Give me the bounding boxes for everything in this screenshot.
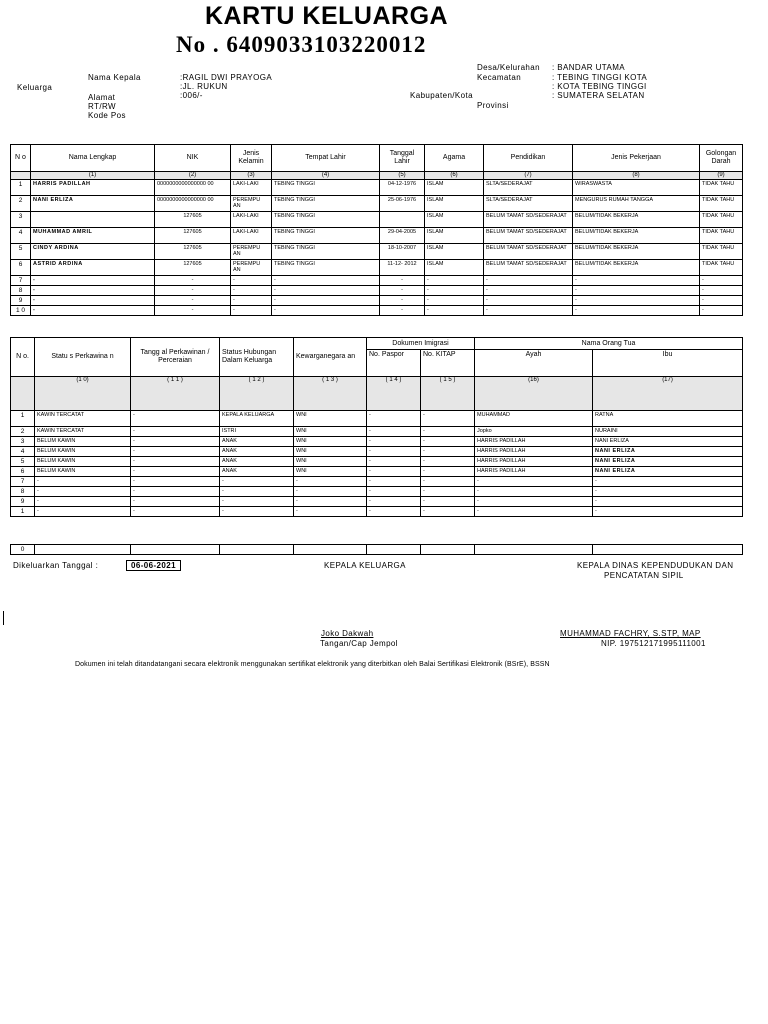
signer-caption: Tangan/Cap Jempol <box>320 639 398 648</box>
t2-cell-no: 1 <box>11 507 35 517</box>
t2-cell-paspor: - <box>367 507 421 517</box>
t1-cell-tempat-lahir: - <box>272 276 380 286</box>
table-row <box>11 212 743 228</box>
rtrw-value: :006/- <box>180 91 203 100</box>
t2-cell-hubungan: - <box>220 477 294 487</box>
t1-cell-nama-lengkap: - <box>31 276 155 286</box>
signer-name: Joko Dakwah <box>321 629 374 638</box>
t2-cell-kitap: - <box>421 457 475 467</box>
t1-cell-tempat-lahir: TEBING TINGGI <box>272 244 380 260</box>
t2-cell-kitap: - <box>421 427 475 437</box>
t1-cell-agama: ISLAM <box>425 180 484 196</box>
t1-cell-nama-lengkap: MUHAMMAD AMRIL <box>31 228 155 244</box>
t2-cell-ibu: NANI ERLIZA <box>593 467 743 477</box>
t2-cell-ayah: HARRIS PADILLAH <box>475 437 593 447</box>
t2-header-kewarganegaraan: Kewarganegara an <box>294 338 367 377</box>
t2-cell-kewarganegaraan: - <box>294 497 367 507</box>
t2-num-kewarganegaraan: ( 1 3 ) <box>294 377 367 411</box>
t1-colnum-tempat-lahir: (4) <box>272 172 380 180</box>
t2-cell-tanggal-perkawinan: - <box>131 497 220 507</box>
t2-extra-cell <box>35 545 131 555</box>
t1-cell-tanggal-lahir: - <box>380 286 425 296</box>
t1-cell-jenis-pekerjaan: - <box>573 296 700 306</box>
t2-header-ayah: Ayah <box>475 350 593 377</box>
t1-cell-tempat-lahir: TEBING TINGGI <box>272 212 380 228</box>
t2-cell-kitap: - <box>421 497 475 507</box>
t1-cell-tanggal-lahir: 29-04-2005 <box>380 228 425 244</box>
t1-colnum-nik: (2) <box>155 172 231 180</box>
t2-cell-kitap: - <box>421 437 475 447</box>
t2-cell-ibu: - <box>593 487 743 497</box>
kecamatan-value: : TEBING TINGGI KOTA <box>552 73 648 82</box>
table-row <box>11 467 743 477</box>
t1-cell-jenis-kelamin: - <box>231 306 272 316</box>
t1-cell-jenis-pekerjaan: BELUM/TIDAK BEKERJA <box>573 260 700 276</box>
t2-cell-kewarganegaraan: WNI <box>294 427 367 437</box>
t1-cell-tempat-lahir: TEBING TINGGI <box>272 260 380 276</box>
t2-extra-cell <box>131 545 220 555</box>
t2-cell-paspor: - <box>367 427 421 437</box>
t1-colnum-golongan-darah: (9) <box>700 172 743 180</box>
table-row <box>11 437 743 447</box>
t2-cell-ibu: RATNA <box>593 411 743 427</box>
t1-colnum-agama: (6) <box>425 172 484 180</box>
t1-cell-golongan-darah: TIDAK TAHU <box>700 196 743 212</box>
t2-cell-status-perkawinan: - <box>35 497 131 507</box>
t1-cell-jenis-pekerjaan: - <box>573 286 700 296</box>
t2-header-ibu: Ibu <box>593 350 743 377</box>
family-members-table <box>10 144 743 316</box>
t1-cell-jenis-pekerjaan: - <box>573 276 700 286</box>
table-row <box>11 507 743 517</box>
table-row <box>11 477 743 487</box>
kabupaten-value: : KOTA TEBING TINGGI <box>552 82 647 91</box>
table-row <box>11 427 743 437</box>
t2-cell-hubungan: ANAK <box>220 467 294 477</box>
document-title: KARTU KELUARGA <box>205 2 449 30</box>
t2-cell-hubungan: ANAK <box>220 457 294 467</box>
t2-cell-tanggal-perkawinan: - <box>131 411 220 427</box>
t1-cell-agama: ISLAM <box>425 212 484 228</box>
t1-cell-nik: - <box>155 286 231 296</box>
t1-cell-tanggal-lahir: 04-12-1976 <box>380 180 425 196</box>
t1-cell-nik: - <box>155 296 231 306</box>
t1-cell-nama-lengkap: ASTRID ARDINA <box>31 260 155 276</box>
t1-cell-tempat-lahir: - <box>272 306 380 316</box>
t1-cell-pendidikan: - <box>484 286 573 296</box>
t1-cell-jenis-pekerjaan: MENGURUS RUMAH TANGGA <box>573 196 700 212</box>
t2-cell-no: 5 <box>11 457 35 467</box>
t2-cell-ayah: MUHAMMAD <box>475 411 593 427</box>
nama-kepala-label: Nama Kepala <box>88 73 141 82</box>
dikeluarkan-label: Dikeluarkan Tanggal : <box>13 561 99 570</box>
t1-cell-no: 6 <box>11 260 31 276</box>
t1-header-tanggal-lahir: Tanggal Lahir <box>380 145 425 172</box>
table-row <box>11 411 743 427</box>
table-row <box>11 487 743 497</box>
t2-extra-cell <box>421 545 475 555</box>
t1-cell-agama: ISLAM <box>425 196 484 212</box>
table-row <box>11 286 743 296</box>
t2-cell-kitap: - <box>421 467 475 477</box>
t2-header-status-perkawinan: Statu s Perkawina n <box>35 338 131 377</box>
t2-cell-ayah: HARRIS PADILLAH <box>475 467 593 477</box>
t2-cell-paspor: - <box>367 447 421 457</box>
t1-cell-tempat-lahir: - <box>272 286 380 296</box>
t1-cell-jenis-pekerjaan: - <box>573 306 700 316</box>
nama-kepala-value: :RAGIL DWI PRAYOGA <box>180 73 273 82</box>
t2-cell-status-perkawinan: BELUM KAWIN <box>35 457 131 467</box>
t2-cell-kewarganegaraan: - <box>294 507 367 517</box>
t2-cell-no: 1 <box>11 411 35 427</box>
t1-cell-no: 4 <box>11 228 31 244</box>
t1-cell-nik: 127605 <box>155 244 231 260</box>
t2-extra-cell <box>593 545 743 555</box>
t2-cell-tanggal-perkawinan: - <box>131 437 220 447</box>
t2-cell-paspor: - <box>367 411 421 427</box>
t2-extra-cell <box>294 545 367 555</box>
t2-cell-ibu: NANI ERLIZA <box>593 447 743 457</box>
t1-cell-nik: 0000000000000000 00 <box>155 180 231 196</box>
t1-colnum-tanggal-lahir: (5) <box>380 172 425 180</box>
alamat-value: :JL. RUKUN <box>180 82 228 91</box>
t1-colnum-no <box>11 172 31 180</box>
t2-cell-paspor: - <box>367 487 421 497</box>
t1-cell-jenis-kelamin: - <box>231 276 272 286</box>
t1-cell-golongan-darah: TIDAK TAHU <box>700 228 743 244</box>
t1-cell-pendidikan: - <box>484 306 573 316</box>
t1-cell-nama-lengkap: - <box>31 306 155 316</box>
t2-cell-status-perkawinan: KAWIN TERCATAT <box>35 427 131 437</box>
t1-cell-tempat-lahir: - <box>272 296 380 306</box>
t2-extra-row-no: 0 <box>11 545 35 555</box>
t2-cell-ayah: - <box>475 507 593 517</box>
t2-cell-no: 8 <box>11 487 35 497</box>
t1-header-nik: NIK <box>155 145 231 172</box>
t1-cell-jenis-kelamin: LAKI-LAKI <box>231 212 272 228</box>
t2-cell-kewarganegaraan: WNI <box>294 467 367 477</box>
t2-cell-no: 4 <box>11 447 35 457</box>
table-row <box>11 180 743 196</box>
t2-extra-cell <box>367 545 421 555</box>
t1-cell-tanggal-lahir: 25-06-1976 <box>380 196 425 212</box>
desa-label: Desa/Kelurahan <box>477 63 540 72</box>
t2-num-ibu: (17) <box>593 377 743 411</box>
kabupaten-label: Kabupaten/Kota <box>410 91 473 100</box>
t2-cell-ibu: NANI ERLIZA <box>593 457 743 467</box>
t2-cell-status-perkawinan: BELUM KAWIN <box>35 467 131 477</box>
t2-cell-ibu: NANI ERLIZA <box>593 437 743 447</box>
t1-header-no: N o <box>11 145 31 172</box>
t1-cell-tanggal-lahir: - <box>380 276 425 286</box>
t1-cell-nik: - <box>155 306 231 316</box>
t1-cell-jenis-pekerjaan: BELUM/TIDAK BEKERJA <box>573 212 700 228</box>
t2-cell-hubungan: - <box>220 507 294 517</box>
t1-cell-nik: 0000000000000000 00 <box>155 196 231 212</box>
t1-cell-golongan-darah: TIDAK TAHU <box>700 180 743 196</box>
t1-cell-golongan-darah: - <box>700 306 743 316</box>
t1-cell-nama-lengkap: NANI ERLIZA <box>31 196 155 212</box>
t2-cell-tanggal-perkawinan: - <box>131 447 220 457</box>
t1-header-pendidikan: Pendidikan <box>484 145 573 172</box>
t2-header-no: N o. <box>11 338 35 377</box>
kepala-dinas-line2: PENCATATAN SIPIL <box>604 571 684 580</box>
t1-cell-tanggal-lahir: - <box>380 296 425 306</box>
table-row <box>11 457 743 467</box>
t2-cell-no: 2 <box>11 427 35 437</box>
t2-cell-tanggal-perkawinan: - <box>131 467 220 477</box>
t1-header-golongan-darah: Golongan Darah <box>700 145 743 172</box>
t2-num-kitap: ( 1 5 ) <box>421 377 475 411</box>
t1-cell-no: 1 0 <box>11 306 31 316</box>
t2-cell-kewarganegaraan: - <box>294 487 367 497</box>
t2-cell-status-perkawinan: BELUM KAWIN <box>35 437 131 447</box>
t1-cell-jenis-pekerjaan: WIRASWASTA <box>573 180 700 196</box>
t2-cell-kitap: - <box>421 477 475 487</box>
t1-cell-golongan-darah: - <box>700 276 743 286</box>
t1-cell-jenis-pekerjaan: BELUM/TIDAK BEKERJA <box>573 244 700 260</box>
t1-cell-jenis-pekerjaan: BELUM/TIDAK BEKERJA <box>573 228 700 244</box>
t1-cell-golongan-darah: TIDAK TAHU <box>700 260 743 276</box>
t2-cell-kewarganegaraan: WNI <box>294 437 367 447</box>
t1-cell-pendidikan: BELUM TAMAT SD/SEDERAJAT <box>484 212 573 228</box>
t1-cell-nama-lengkap: - <box>31 296 155 306</box>
kecamatan-label: Kecamatan <box>477 73 522 82</box>
t2-cell-hubungan: - <box>220 487 294 497</box>
kepala-keluarga-label: KEPALA KELUARGA <box>324 561 406 570</box>
t1-header-nama-lengkap: Nama Lengkap <box>31 145 155 172</box>
t1-cell-pendidikan: - <box>484 276 573 286</box>
t2-cell-kewarganegaraan: WNI <box>294 411 367 427</box>
margin-mark <box>3 611 4 625</box>
table-row <box>11 196 743 212</box>
t2-num-paspor: ( 1 4 ) <box>367 377 421 411</box>
t2-cell-kewarganegaraan: WNI <box>294 447 367 457</box>
kepala-dinas-line1: KEPALA DINAS KEPENDUDUKAN DAN <box>577 561 734 570</box>
t2-cell-ayah: - <box>475 487 593 497</box>
t2-cell-ibu: - <box>593 507 743 517</box>
t1-cell-no: 8 <box>11 286 31 296</box>
t2-cell-paspor: - <box>367 467 421 477</box>
provinsi-label: Provinsi <box>477 101 509 110</box>
t1-cell-nik: 127605 <box>155 228 231 244</box>
t2-cell-hubungan: - <box>220 497 294 507</box>
t1-cell-pendidikan: BELUM TAMAT SD/SEDERAJAT <box>484 228 573 244</box>
t2-cell-hubungan: KEPALA KELUARGA <box>220 411 294 427</box>
t2-extra-row <box>10 544 743 555</box>
t2-cell-tanggal-perkawinan: - <box>131 507 220 517</box>
t2-cell-ayah: HARRIS PADILLAH <box>475 457 593 467</box>
t1-cell-no: 3 <box>11 212 31 228</box>
t2-header-kitap: No. KITAP <box>421 350 475 377</box>
t2-cell-ayah: - <box>475 477 593 487</box>
t2-num-status: (1 0) <box>35 377 131 411</box>
t2-cell-status-perkawinan: KAWIN TERCATAT <box>35 411 131 427</box>
t1-cell-agama: ISLAM <box>425 244 484 260</box>
desa-value: : BANDAR UTAMA <box>552 63 626 72</box>
t2-cell-status-perkawinan: BELUM KAWIN <box>35 447 131 457</box>
t1-cell-jenis-kelamin: - <box>231 286 272 296</box>
t1-cell-nama-lengkap: HARRIS PADILLAH <box>31 180 155 196</box>
t1-cell-pendidikan: SLTA/SEDERAJAT <box>484 180 573 196</box>
t1-cell-golongan-darah: TIDAK TAHU <box>700 244 743 260</box>
table-row <box>11 276 743 286</box>
t2-cell-hubungan: ANAK <box>220 447 294 457</box>
table-row <box>11 306 743 316</box>
t1-cell-tanggal-lahir: 11-12- 2012 <box>380 260 425 276</box>
t1-header-jenis-pekerjaan: Jenis Pekerjaan <box>573 145 700 172</box>
t2-cell-no: 3 <box>11 437 35 447</box>
t2-cell-ayah: HARRIS PADILLAH <box>475 447 593 457</box>
t1-cell-agama: ISLAM <box>425 260 484 276</box>
table-row <box>11 260 743 276</box>
t2-num-ayah: (16) <box>475 377 593 411</box>
t2-extra-cell <box>475 545 593 555</box>
t1-cell-tempat-lahir: TEBING TINGGI <box>272 228 380 244</box>
t2-cell-kitap: - <box>421 507 475 517</box>
t2-cell-paspor: - <box>367 457 421 467</box>
t1-cell-nik: 127605 <box>155 260 231 276</box>
t1-cell-pendidikan: SLTA/SEDERAJAT <box>484 196 573 212</box>
document-number: No . 6409033103220012 <box>176 32 427 57</box>
alamat-label: Alamat <box>88 93 116 102</box>
t2-header-nama-orang-tua: Nama Orang Tua <box>475 338 743 350</box>
t2-cell-ibu: - <box>593 477 743 487</box>
t1-cell-no: 1 <box>11 180 31 196</box>
t1-cell-tempat-lahir: TEBING TINGGI <box>272 196 380 212</box>
t1-cell-jenis-kelamin: PEREMPU AN <box>231 260 272 276</box>
t1-cell-jenis-kelamin: LAKI-LAKI <box>231 180 272 196</box>
t2-cell-kewarganegaraan: - <box>294 477 367 487</box>
t1-colnum-jenis-pekerjaan: (8) <box>573 172 700 180</box>
t1-cell-tempat-lahir: TEBING TINGGI <box>272 180 380 196</box>
t2-cell-tanggal-perkawinan: - <box>131 487 220 497</box>
t2-cell-ayah: Jopko <box>475 427 593 437</box>
t2-cell-paspor: - <box>367 497 421 507</box>
t2-cell-tanggal-perkawinan: - <box>131 457 220 467</box>
t2-header-dokumen-imigrasi: Dokumen Imigrasi <box>367 338 475 350</box>
table-row <box>11 447 743 457</box>
t1-cell-nik: 127605 <box>155 212 231 228</box>
t2-cell-status-perkawinan: - <box>35 507 131 517</box>
t1-header-tempat-lahir: Tempat Lahir <box>272 145 380 172</box>
official-name: MUHAMMAD FACHRY, S.STP, MAP <box>560 629 701 638</box>
t2-num-tanggal: ( 1 1 ) <box>131 377 220 411</box>
table-row <box>11 244 743 260</box>
t1-colnum-jenis-kelamin: (3) <box>231 172 272 180</box>
table-row <box>11 497 743 507</box>
t2-header-tanggal-perkawinan: Tangg al Perkawinan / Perceraian <box>131 338 220 377</box>
rtrw-label: RT/RW <box>88 102 116 111</box>
t1-cell-nama-lengkap <box>31 212 155 228</box>
t1-cell-tanggal-lahir: - <box>380 306 425 316</box>
t1-cell-jenis-kelamin: PEREMPU AN <box>231 196 272 212</box>
t1-cell-pendidikan: BELUM TAMAT SD/SEDERAJAT <box>484 260 573 276</box>
t2-cell-kitap: - <box>421 487 475 497</box>
t2-cell-hubungan: ISTRI <box>220 427 294 437</box>
family-status-table <box>10 337 743 517</box>
t2-cell-kitap: - <box>421 411 475 427</box>
t2-cell-paspor: - <box>367 477 421 487</box>
t2-cell-hubungan: ANAK <box>220 437 294 447</box>
t1-header-jenis-kelamin: Jenis Kelamin <box>231 145 272 172</box>
t1-cell-tanggal-lahir <box>380 212 425 228</box>
t1-cell-no: 7 <box>11 276 31 286</box>
t2-cell-kewarganegaraan: WNI <box>294 457 367 467</box>
t2-cell-tanggal-perkawinan: - <box>131 477 220 487</box>
t1-cell-no: 2 <box>11 196 31 212</box>
t1-colnum-nama-lengkap: (1) <box>31 172 155 180</box>
t2-cell-ibu: - <box>593 497 743 507</box>
table-row <box>11 296 743 306</box>
t1-cell-agama: - <box>425 296 484 306</box>
t1-cell-pendidikan: - <box>484 296 573 306</box>
keluarga-label: Keluarga <box>17 83 53 92</box>
t2-cell-ayah: - <box>475 497 593 507</box>
t1-cell-agama: - <box>425 306 484 316</box>
t1-cell-agama: - <box>425 276 484 286</box>
t2-num-hubungan: ( 1 2 ) <box>220 377 294 411</box>
kodepos-label: Kode Pos <box>88 111 126 120</box>
t2-cell-no: 7 <box>11 477 35 487</box>
t1-cell-nama-lengkap: - <box>31 286 155 296</box>
t2-cell-tanggal-perkawinan: - <box>131 427 220 437</box>
t1-cell-no: 5 <box>11 244 31 260</box>
t1-cell-golongan-darah: TIDAK TAHU <box>700 212 743 228</box>
t2-cell-kitap: - <box>421 447 475 457</box>
t1-cell-agama: ISLAM <box>425 228 484 244</box>
t1-colnum-pendidikan: (7) <box>484 172 573 180</box>
t1-header-agama: Agama <box>425 145 484 172</box>
t2-cell-paspor: - <box>367 437 421 447</box>
t1-cell-jenis-kelamin: LAKI-LAKI <box>231 228 272 244</box>
t1-cell-golongan-darah: - <box>700 286 743 296</box>
t1-cell-jenis-kelamin: PEREMPU AN <box>231 244 272 260</box>
t2-cell-no: 9 <box>11 497 35 507</box>
t1-cell-pendidikan: BELUM TAMAT SD/SEDERAJAT <box>484 244 573 260</box>
t1-cell-agama: - <box>425 286 484 296</box>
t2-extra-cell <box>220 545 294 555</box>
t2-cell-ibu: NURAINI <box>593 427 743 437</box>
t1-cell-jenis-kelamin: - <box>231 296 272 306</box>
dikeluarkan-date: 06-06-2021 <box>126 560 181 571</box>
provinsi-value: : SUMATERA SELATAN <box>552 91 645 100</box>
t2-num-no <box>11 377 35 411</box>
t2-header-hubungan: Status Hubungan Dalam Keluarga <box>220 338 294 377</box>
t2-header-paspor: No. Paspor <box>367 350 421 377</box>
official-nip: NIP. 197512171995111001 <box>601 639 706 648</box>
table-row <box>11 228 743 244</box>
t2-cell-status-perkawinan: - <box>35 477 131 487</box>
t1-cell-nama-lengkap: CINDY ARDINA <box>31 244 155 260</box>
t1-cell-golongan-darah: - <box>700 296 743 306</box>
t1-cell-tanggal-lahir: 18-10-2007 <box>380 244 425 260</box>
t1-cell-no: 9 <box>11 296 31 306</box>
t2-cell-no: 6 <box>11 467 35 477</box>
t1-cell-nik: - <box>155 276 231 286</box>
t2-cell-status-perkawinan: - <box>35 487 131 497</box>
electronic-signature-note: Dokumen ini telah ditandatangani secara elektronik menggunakan sertifikat elektronik yang diterbitkan oleh Balai Sertifikasi Elektronik (BSrE), BSSN <box>75 661 550 668</box>
